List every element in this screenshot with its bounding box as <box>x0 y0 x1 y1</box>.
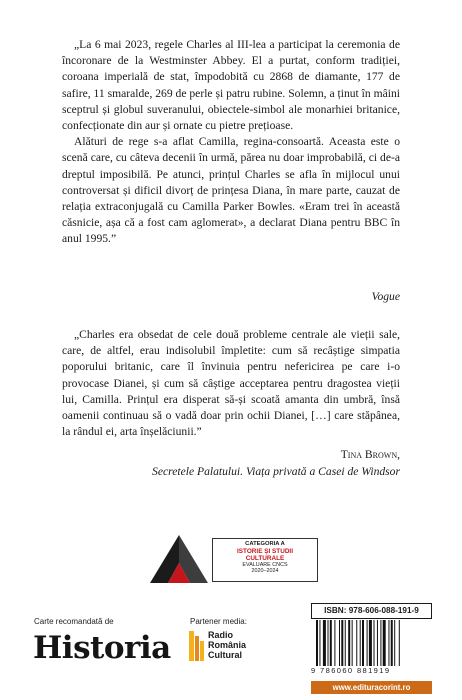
barcode-digits: 9 786060 881919 <box>311 666 435 675</box>
badge-line-4: EVALUARE CNCS <box>242 561 288 568</box>
triangle-logo-icon <box>150 535 210 583</box>
radio-logo-line-2: România <box>208 640 247 650</box>
media-partner-label: Partener media: <box>190 617 247 626</box>
quote-paragraph-1: „La 6 mai 2023, regele Charles al III-lea a participat la ceremonia de încoronare de la Westminster Abbey. El a purtat, conform tradiției, coroana imperială de stat, împodobită cu 2868 de diamante, 177 de safire, 11 smaralde, 269 de perle și patru rubine. Solemn, a ținut în mâini sceptrul și globul suveranului, obiectele-simbol ale monarhiei britanice, confecționate din aur și ornate cu pietre prețioase. <box>62 38 400 133</box>
radio-logo-line-1: Radio <box>208 630 234 640</box>
radio-logo-text <box>208 630 246 660</box>
quote-source-vogue: Vogue <box>371 290 400 303</box>
badge-line-3: CULTURALE <box>245 554 285 562</box>
publisher-website: www.edituracorint.ro <box>311 681 432 694</box>
badge-line-1: CATEGORIA A <box>245 541 285 547</box>
quote-vogue <box>62 37 400 248</box>
radio-logo-line-3: Cultural <box>208 650 243 660</box>
quote-paragraph-3: „Charles era obsedat de cele două probleme centrale ale vieții sale, care, de altfel, erau indisolubil împletite: cum să recâștige simpatia poporului britanic, care îl învinuia pentru nefericirea pe care i-o provocase Dianei, și cum să câștige acceptarea pentru dragostea vieții lui, Camilla. Prințul era disperat să-și scoată amanta din umbră, însă oamenii continuau să o vadă doar prin ochii Dianei, […] care stăpânea, la rândul ei, arta înșelăciunii.” <box>62 328 400 439</box>
quote-paragraph-2: Alături de rege s-a aflat Camilla, regina-consoartă. Aceasta este o scenă care, cu câteva decenii în urmă, părea nu doar improbabilă, ci de-a dreptul imposibilă. Pe atunci, prințul Charles se afla în mijlocul unui controversat și dificil divorț de prințesa Diana, în mare parte, cauzat de relația extraconjugală cu Camilla Parker Bowles. «Eram trei în această căsnicie, așa că a fost cam aglomerat», a declarat Diana pentru BBC în anul 1995.” <box>62 135 400 246</box>
quote-work-title: Secretele Palatului. Viața privată a Casei de Windsor <box>152 465 400 478</box>
recommended-by-label: Carte recomandată de <box>34 617 114 626</box>
quote-tina-brown <box>62 327 400 440</box>
badge-line-5: 2020–2024 <box>251 568 279 575</box>
quote-author: Tina Brown, <box>340 448 400 461</box>
cncs-badge <box>150 535 320 583</box>
historia-logo: Historia <box>33 630 171 666</box>
radio-wave-icon <box>189 631 206 661</box>
badge-text-box <box>212 538 318 582</box>
badge-line-2: ISTORIE ȘI STUDII <box>237 547 293 555</box>
isbn-label: ISBN: 978-606-088-191-9 <box>311 603 432 619</box>
radio-romania-cultural-logo <box>189 629 261 665</box>
